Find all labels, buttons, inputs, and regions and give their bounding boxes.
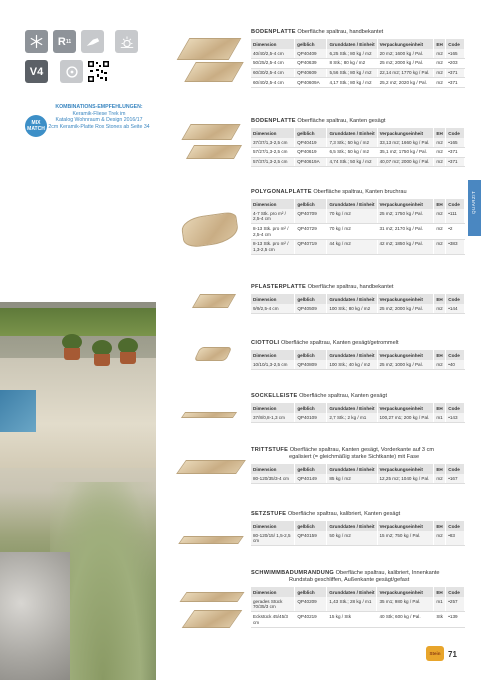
table-cell: •371 (446, 147, 465, 157)
table-row (251, 239, 465, 254)
table-cell: Eckstück 45/45/3 cm (251, 612, 295, 627)
section-product-name: TRITTSTUFE (251, 447, 289, 453)
column-header: gelblich (295, 350, 327, 360)
table-cell: 9/9/2,5-4 cm (251, 304, 295, 313)
table-cell: QP40709 (295, 209, 327, 224)
sun-icon (119, 35, 135, 49)
table-cell: 8-13 Stk. pro m² / 1,3-2,5 cm (251, 239, 295, 254)
table-cell: QP40149 (295, 474, 327, 483)
table-cell: 20 m2; 1600 kg / Pal. (377, 49, 434, 58)
table-cell: QP40729 (295, 224, 327, 239)
product-table (251, 199, 465, 255)
table-header-row (251, 464, 465, 474)
column-header: EH (434, 521, 446, 531)
column-header: Verpackungseinheit (377, 128, 434, 138)
table-cell: m2 (434, 68, 446, 78)
table-cell: QP40809 (295, 360, 327, 369)
table-cell: m2 (434, 209, 446, 224)
table-cell: gerades Stück 70/35/3 cm (251, 597, 295, 612)
table-cell: m2 (434, 474, 446, 483)
product-section (251, 189, 465, 255)
column-header: Grunddaten / Einheit (327, 39, 377, 49)
section-product-name: CIOTTOLI (251, 340, 280, 346)
table-cell: m2 (434, 157, 446, 167)
table-cell: 8-13 Stk. pro m² / 2,5-4 cm (251, 224, 295, 239)
table-header-row (251, 350, 465, 360)
brand-logo-text: Stein (429, 651, 441, 656)
column-header: Grunddaten / Einheit (327, 128, 377, 138)
table-row (251, 138, 465, 147)
column-header: Grunddaten / Einheit (327, 350, 377, 360)
column-header: Code (446, 587, 465, 597)
product-table (251, 128, 465, 167)
column-header: Code (446, 128, 465, 138)
section-product-name: PFLASTERPLATTE (251, 284, 307, 290)
table-cell: m2 (434, 138, 446, 147)
product-image-trittstufe (176, 460, 246, 474)
table-cell: QP40639 (295, 58, 327, 68)
table-cell: 35 m1; 980 kg / Pal. (377, 597, 434, 612)
table-cell: 6,5 Stk.; 50 kg / m2 (327, 147, 377, 157)
table-row (251, 157, 465, 167)
section-description: Oberfläche spaltrau, kalibriert, Kanten gesägt (287, 511, 401, 517)
product-section (251, 29, 465, 88)
table-row (251, 597, 465, 612)
slip-rating-tile (53, 30, 76, 53)
section-description: Oberfläche spaltrau, Kanten bruchrau (313, 189, 407, 195)
table-cell: 25 m2; 1000 kg / Pal. (377, 360, 434, 369)
table-row (251, 474, 465, 483)
column-header: Dimension (251, 464, 295, 474)
product-table (251, 294, 465, 314)
table-cell: QP40609A (295, 78, 327, 88)
product-image-bodenplatte-handbekantet (177, 38, 242, 60)
table-cell: 4-7 Stk. pro m² / 2,5-4 cm (251, 209, 295, 224)
combo-line-3: 2cm Keramik-Platte Rox Stones ab Seite 34 (48, 123, 150, 130)
table-cell: 15 kg / Stk (327, 612, 377, 627)
disc-tile (60, 60, 83, 83)
column-header: Code (446, 521, 465, 531)
table-cell: m2 (434, 224, 446, 239)
column-header: Code (446, 350, 465, 360)
table-row (251, 209, 465, 224)
section-product-name: BODENPLATTE (251, 118, 296, 124)
slip-rating-letter: R (57, 35, 66, 48)
column-header: Dimension (251, 199, 295, 209)
product-section (251, 511, 465, 546)
product-image-bodenplatte-gesaegt (181, 124, 240, 140)
v4-label: V4 (29, 65, 44, 78)
table-cell: 50 kg / m2 (327, 531, 377, 546)
product-image-bodenplatte-handbekantet (184, 62, 244, 82)
table-cell: 2,7 Stk.; 2 kg / m1 (327, 413, 377, 422)
table-cell: 57/27/1,3-2,5 cm (251, 147, 295, 157)
table-cell: 1,43 Stk.; 28 kg / m1 (327, 597, 377, 612)
mix-match-top: MIX (31, 120, 41, 126)
table-row (251, 304, 465, 313)
table-cell: •257 (446, 597, 465, 612)
table-cell: 57/37/1,3-2,5 cm (251, 157, 295, 167)
column-header: Dimension (251, 294, 295, 304)
product-section (251, 570, 465, 628)
table-cell: QP40419 (295, 138, 327, 147)
brand-logo (426, 646, 444, 661)
table-cell: 44 kg / m2 (327, 239, 377, 254)
table-cell: QP40409 (295, 49, 327, 58)
section-description: Oberfläche spaltrau, Kanten gesägt, Vorderkante auf 3 cm (289, 447, 435, 453)
pebble-bed (0, 552, 70, 680)
section-description-cont: egalisiert (= gleichmäßig starke Sichtkante) mit Fase (289, 454, 420, 460)
column-header: gelblich (295, 587, 327, 597)
table-cell: 25 m2; 2000 kg / Pal. (377, 304, 434, 313)
table-cell: 80-120/35/3-4 cm (251, 474, 295, 483)
column-header: EH (434, 350, 446, 360)
product-image-setzstufe (178, 536, 244, 544)
table-row (251, 78, 465, 88)
product-image-bodenplatte-gesaegt (186, 145, 242, 159)
category-tab[interactable] (468, 180, 481, 236)
section-heading (251, 511, 465, 518)
column-header: Dimension (251, 39, 295, 49)
product-image-schwimmbadumrandung (179, 592, 244, 602)
table-header-row (251, 39, 465, 49)
column-header: Code (446, 294, 465, 304)
table-cell: •111 (446, 209, 465, 224)
table-cell: •203 (446, 58, 465, 68)
product-section (251, 118, 465, 167)
section-product-name: POLYGONALPLATTE (251, 189, 312, 195)
table-row (251, 147, 465, 157)
table-cell: 100 Stk.; 80 kg / m2 (327, 304, 377, 313)
table-cell: •371 (446, 157, 465, 167)
table-row (251, 58, 465, 68)
column-header: gelblich (295, 294, 327, 304)
column-header: gelblich (295, 403, 327, 413)
table-cell: 37/8/0,8-1,3 cm (251, 413, 295, 422)
table-cell: 4,74 Stk.; 50 kg / m2 (327, 157, 377, 167)
table-cell: m2 (434, 147, 446, 157)
table-cell: 50/25/2,5-4 cm (251, 58, 295, 68)
column-header: Dimension (251, 128, 295, 138)
table-cell: 70 kg / m2 (327, 224, 377, 239)
hand-cleaning-icon (85, 35, 101, 49)
product-section (251, 340, 465, 370)
table-cell: QP40619 (295, 147, 327, 157)
table-cell: QP40219 (295, 612, 327, 627)
table-cell: m2 (434, 531, 446, 546)
product-section (251, 393, 465, 423)
section-heading (251, 29, 465, 36)
flower-pot (94, 354, 110, 366)
flower-pot (64, 348, 80, 360)
column-header: Verpackungseinheit (377, 403, 434, 413)
section-heading (251, 570, 465, 584)
table-row (251, 224, 465, 239)
product-table (251, 521, 465, 546)
table-header-row (251, 587, 465, 597)
table-cell: 60/40/2,5-4 cm (251, 78, 295, 88)
section-heading (251, 284, 465, 291)
table-cell: m1 (434, 597, 446, 612)
column-header: EH (434, 587, 446, 597)
product-table (251, 39, 465, 88)
column-header: Dimension (251, 403, 295, 413)
table-cell: •2 (446, 224, 465, 239)
section-product-name: SETZSTUFE (251, 511, 287, 517)
column-header: Verpackungseinheit (377, 587, 434, 597)
table-cell: m2 (434, 304, 446, 313)
table-cell: 40/40/2,5-4 cm (251, 49, 295, 58)
table-cell: 10/10/1,3-2,5 cm (251, 360, 295, 369)
product-image-schwimmbadumrandung-eck (182, 610, 243, 628)
column-header: EH (434, 294, 446, 304)
table-cell: •371 (446, 68, 465, 78)
column-header: Code (446, 403, 465, 413)
table-cell: 37/37/1,3-2,5 cm (251, 138, 295, 147)
table-cell: QP40619A (295, 157, 327, 167)
table-cell: •139 (446, 612, 465, 627)
table-cell: 25 m2; 2000 kg / Pal. (377, 58, 434, 68)
table-cell: 33,13 m2; 1660 kg / Pal. (377, 138, 434, 147)
table-cell: m2 (434, 49, 446, 58)
table-cell: QP40109 (295, 413, 327, 422)
table-cell: QP40719 (295, 239, 327, 254)
column-header: Verpackungseinheit (377, 39, 434, 49)
table-cell: 42 m2; 1850 kg / Pal. (377, 239, 434, 254)
section-product-name: SCHWIMMBADUMRANDUNG (251, 570, 335, 576)
page-number: 71 (448, 650, 457, 659)
table-cell: •165 (446, 49, 465, 58)
combo-line-1: Keramik-Fliese Trek im (72, 110, 126, 117)
product-table (251, 403, 465, 423)
column-header: Grunddaten / Einheit (327, 521, 377, 531)
section-description: Oberfläche spaltrau, Kanten gesägt/getrommelt (280, 340, 399, 346)
product-image-polygonalplatte (180, 211, 240, 249)
table-cell: 12,25 m2; 1040 kg / Pal. (377, 474, 434, 483)
column-header: Verpackungseinheit (377, 350, 434, 360)
table-cell: QP40509 (295, 304, 327, 313)
table-cell: •371 (446, 78, 465, 88)
table-cell: 40,07 m2; 2000 kg / Pal. (377, 157, 434, 167)
pool-terrace-photo (0, 302, 156, 680)
table-cell: 35,1 m2; 1750 kg / Pal. (377, 147, 434, 157)
frost-resistant-tile (25, 30, 48, 53)
table-row (251, 68, 465, 78)
column-header: Dimension (251, 521, 295, 531)
table-cell: •143 (446, 413, 465, 422)
section-heading (251, 340, 465, 347)
table-header-row (251, 199, 465, 209)
section-heading (251, 393, 465, 400)
table-cell: 22,14 m2; 1770 kg / Pal. (377, 68, 434, 78)
table-cell: 5,56 Stk.; 80 kg / m2 (327, 68, 377, 78)
column-header: EH (434, 128, 446, 138)
combo-line-2: Katalog Wohnraum & Design 2016/17 (55, 117, 143, 124)
pool-water (0, 390, 36, 432)
table-cell: 25 m2; 1750 kg / Pal. (377, 209, 434, 224)
section-description: Oberfläche spaltrau, handbekantet (307, 284, 394, 290)
table-cell: 100,27 m1; 200 kg / Pal. (377, 413, 434, 422)
column-header: Verpackungseinheit (377, 294, 434, 304)
table-cell: •167 (446, 474, 465, 483)
table-cell: m1 (434, 413, 446, 422)
column-header: Grunddaten / Einheit (327, 294, 377, 304)
slip-rating-number: 11 (65, 38, 72, 45)
table-row (251, 612, 465, 627)
table-cell: Stk (434, 612, 446, 627)
column-header: Dimension (251, 587, 295, 597)
flower-pot (120, 352, 136, 364)
table-cell: m2 (434, 78, 446, 88)
column-header: gelblich (295, 199, 327, 209)
table-cell: m2 (434, 239, 446, 254)
hand-cleaning-tile (81, 30, 104, 53)
section-heading (251, 447, 465, 461)
section-description: Oberfläche spaltrau, Kanten gesägt (297, 118, 386, 124)
v4-tile (25, 60, 48, 83)
table-row (251, 531, 465, 546)
table-cell: 15 m2; 750 kg / Pal. (377, 531, 434, 546)
section-heading (251, 189, 465, 196)
column-header: gelblich (295, 39, 327, 49)
table-cell: •40 (446, 360, 465, 369)
category-tab-label: QUARZIT (471, 190, 476, 214)
disc-icon (65, 65, 79, 79)
section-product-name: SOCKELLEISTE (251, 393, 298, 399)
column-header: Grunddaten / Einheit (327, 587, 377, 597)
lawn (0, 308, 156, 336)
table-cell: 100 Stk.; 40 kg / m2 (327, 360, 377, 369)
table-cell: 85 kg / m2 (327, 474, 377, 483)
column-header: Grunddaten / Einheit (327, 464, 377, 474)
product-image-pflasterplatte (192, 294, 236, 308)
table-cell: 4,17 Stk.; 80 kg / m2 (327, 78, 377, 88)
column-header: gelblich (295, 521, 327, 531)
product-section (251, 284, 465, 314)
product-image-sockelleiste (181, 412, 237, 418)
table-cell: 40 Stk; 600 kg / Pal. (377, 612, 434, 627)
table-row (251, 413, 465, 422)
column-header: EH (434, 199, 446, 209)
column-header: gelblich (295, 128, 327, 138)
table-header-row (251, 294, 465, 304)
table-cell: m2 (434, 58, 446, 68)
table-cell: m2 (434, 360, 446, 369)
table-cell: QP40609 (295, 68, 327, 78)
table-cell: 70 kg / m2 (327, 209, 377, 224)
section-description: Oberfläche spaltrau, Kanten gesägt (299, 393, 388, 399)
table-cell: 6,25 Stk.; 80 kg / m2 (327, 49, 377, 58)
table-cell: •83 (446, 531, 465, 546)
product-table (251, 350, 465, 370)
table-cell: 31 m2; 2170 kg / Pal. (377, 224, 434, 239)
section-description-cont: Rundstab geschliffen, Außenkante gesägt/gefast (289, 577, 410, 583)
table-header-row (251, 128, 465, 138)
column-header: EH (434, 39, 446, 49)
column-header: Grunddaten / Einheit (327, 199, 377, 209)
section-heading (251, 118, 465, 125)
combo-title: KOMBINATIONS-EMPFEHLUNGEN: (55, 104, 143, 110)
table-cell: •144 (446, 304, 465, 313)
sun-resistant-tile (115, 30, 138, 53)
column-header: Verpackungseinheit (377, 464, 434, 474)
table-cell: 60/30/2,5-4 cm (251, 68, 295, 78)
table-cell: •165 (446, 138, 465, 147)
column-header: EH (434, 464, 446, 474)
table-row (251, 360, 465, 369)
table-header-row (251, 521, 465, 531)
column-header: EH (434, 403, 446, 413)
product-section (251, 447, 465, 484)
column-header: Grunddaten / Einheit (327, 403, 377, 413)
column-header: Code (446, 199, 465, 209)
product-image-ciottoli (194, 347, 233, 361)
section-description: Oberfläche spaltrau, handbekantet (297, 29, 384, 35)
section-product-name: BODENPLATTE (251, 29, 296, 35)
mix-match-bottom: MATCH (27, 126, 45, 132)
table-cell: QP40209 (295, 597, 327, 612)
column-header: Dimension (251, 350, 295, 360)
column-header: Code (446, 39, 465, 49)
table-cell: 7,3 Stk.; 50 kg / m2 (327, 138, 377, 147)
column-header: Verpackungseinheit (377, 521, 434, 531)
snowflake-icon (29, 34, 44, 49)
qr-code-icon[interactable] (87, 60, 110, 83)
table-row (251, 49, 465, 58)
table-cell: QP40159 (295, 531, 327, 546)
table-cell: 80-120/15/ 1,5-2,5 cm (251, 531, 295, 546)
column-header: gelblich (295, 464, 327, 474)
table-cell: 25,2 m2; 2020 kg / Pal. (377, 78, 434, 88)
section-description: Oberfläche spaltrau, kalibriert, Innenkante (335, 570, 440, 576)
column-header: Code (446, 464, 465, 474)
table-header-row (251, 403, 465, 413)
product-table (251, 587, 465, 628)
table-cell: •383 (446, 239, 465, 254)
column-header: Verpackungseinheit (377, 199, 434, 209)
product-table (251, 464, 465, 484)
table-cell: 8 Stk.; 80 kg / m2 (327, 58, 377, 68)
